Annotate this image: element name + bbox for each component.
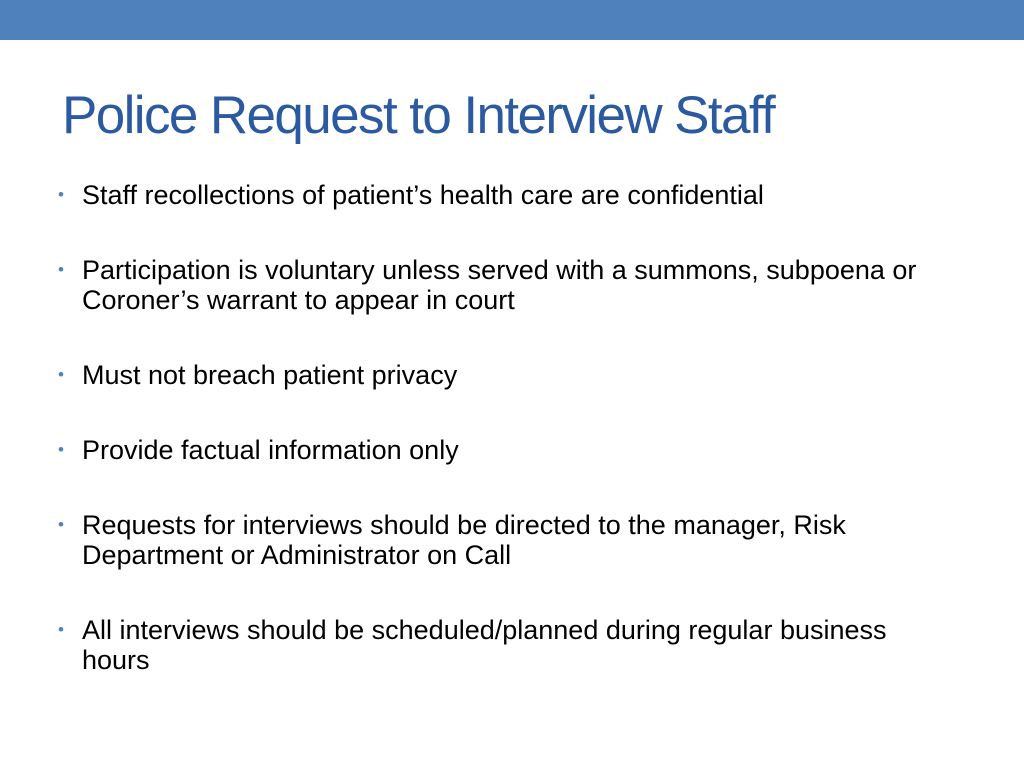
list-item bbox=[58, 180, 958, 210]
bullet-dot-icon: • bbox=[58, 365, 64, 384]
list-item bbox=[58, 435, 958, 465]
bullet-text: Must not breach patient privacy bbox=[82, 360, 458, 390]
bullet-dot-icon: • bbox=[58, 515, 64, 534]
bullet-text: All interviews should be scheduled/planned during regular business hours bbox=[82, 615, 887, 675]
bullet-dot-icon: • bbox=[58, 620, 64, 639]
list-item bbox=[58, 255, 958, 315]
list-item bbox=[58, 615, 958, 675]
list-item bbox=[58, 360, 958, 390]
bullet-dot-icon: • bbox=[58, 185, 64, 204]
bullet-text: Requests for interviews should be directed to the manager, Risk Department or Administrator on Call bbox=[82, 510, 846, 570]
bullet-text: Provide factual information only bbox=[82, 435, 459, 465]
header-accent-bar bbox=[0, 0, 1024, 40]
bullet-list bbox=[58, 180, 958, 720]
bullet-text: Participation is voluntary unless served with a summons, subpoena or Coroner’s warrant to appear in court bbox=[82, 255, 917, 315]
bullet-dot-icon: • bbox=[58, 260, 64, 279]
bullet-text: Staff recollections of patient’s health care are confidential bbox=[82, 180, 764, 210]
list-item bbox=[58, 510, 958, 570]
bullet-dot-icon: • bbox=[58, 440, 64, 459]
page-title: Police Request to Interview Staff bbox=[62, 86, 775, 145]
